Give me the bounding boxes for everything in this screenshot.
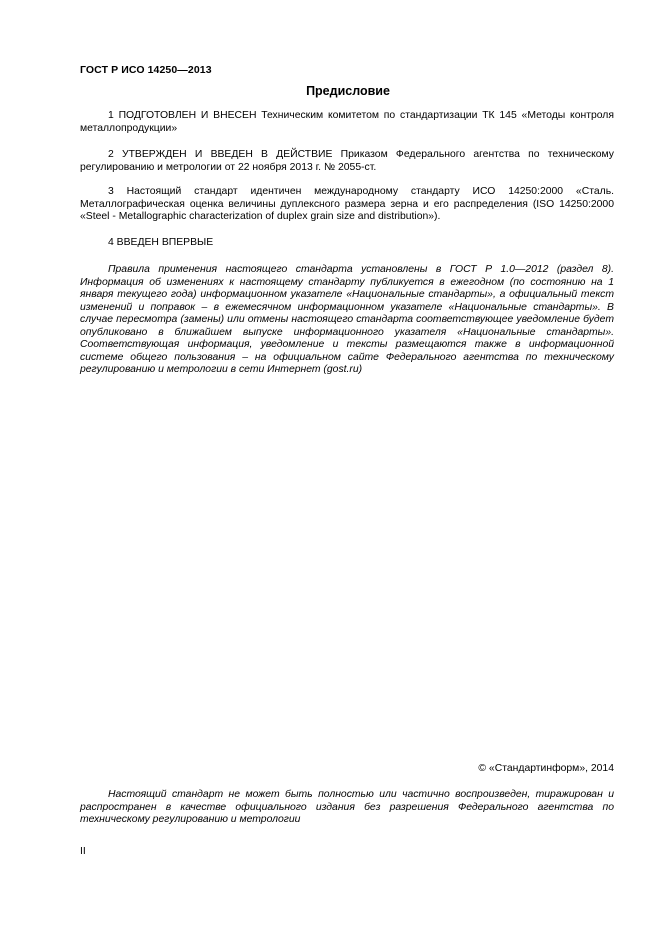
paragraph-text: 4 ВВЕДЕН ВПЕРВЫЕ <box>108 237 214 248</box>
restriction-text: Настоящий стандарт не может быть полностью или частично воспроизведен, тиражирован и распространен в качестве официального издания без разрешения Федерального агентства по техническому регулированию и метрологии <box>80 789 614 826</box>
paragraph-identical-standard <box>80 186 614 224</box>
reproduction-restriction <box>80 789 614 827</box>
paragraph-approved <box>80 149 614 174</box>
paragraph-text: Правила применения настоящего стандарта установлены в ГОСТ Р 1.0—2012 (раздел 8). Информация об изменениях к настоящему стандарту публикуется в ежегодном (по состоянию на 1 января текущего года) информационном указателе «Национальные стандарты», а официальный текст изменений и поправок – в ежемесячном информационном указателе «Национальные стандарты». В случае пересмотра (замены) или отмены настоящего стандарта соответствующее уведомление будет опубликовано в ближайшем выпуске информационного указателя «Национальные стандарты». Соответствующая информация, уведомление и тексты размещаются также в информационной системе общего пользования – на официальном сайте Федерального агентства по техническому регулированию и метрологии в сети Интернет (gost.ru) <box>80 264 614 375</box>
copyright-notice: © «Стандартинформ», 2014 <box>478 763 614 774</box>
paragraph-application-rules <box>80 264 614 377</box>
document-code-header: ГОСТ Р ИСО 14250—2013 <box>80 64 212 76</box>
page-number: II <box>80 846 86 857</box>
section-title: Предисловие <box>306 84 390 98</box>
paragraph-text: 1 ПОДГОТОВЛЕН И ВНЕСЕН Техническим комитетом по стандартизации ТК 145 «Методы контроля металлопродукции» <box>80 110 614 134</box>
paragraph-introduced-first <box>80 237 614 250</box>
paragraph-text: 2 УТВЕРЖДЕН И ВВЕДЕН В ДЕЙСТВИЕ Приказом Федерального агентства по техническому регулированию и метрологии от 22 ноября 2013 г. № 2055-ст. <box>80 149 614 173</box>
paragraph-prepared-by <box>80 110 614 135</box>
paragraph-text: 3 Настоящий стандарт идентичен международному стандарту ИСО 14250:2000 «Сталь. Металлографическая оценка величины дуплексного размера зерна и его распределения (ISO 14250:2000 «Steel - Metallographic characterization of duplex grain size and distribution»). <box>80 186 614 223</box>
